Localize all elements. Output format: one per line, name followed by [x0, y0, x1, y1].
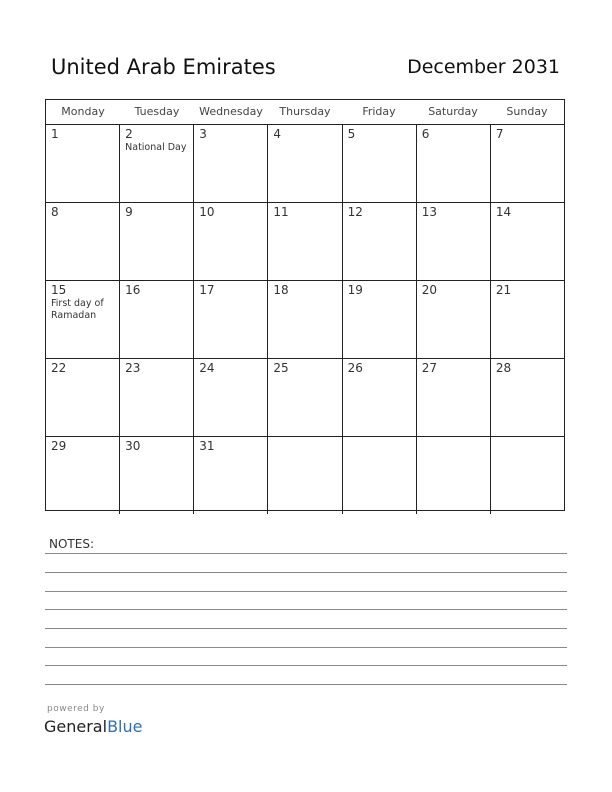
day-number: 30	[125, 439, 141, 453]
holiday-label: First day of Ramadan	[51, 298, 104, 321]
day-cell	[268, 203, 342, 280]
weekday-monday: Monday	[61, 105, 105, 118]
day-number: 7	[495, 127, 504, 141]
day-cell	[417, 125, 491, 202]
day-number: 25	[273, 361, 289, 375]
calendar-week	[46, 281, 564, 359]
day-number: 24	[199, 361, 215, 375]
day-cell	[194, 437, 268, 514]
notes-line	[45, 628, 567, 629]
day-number: 28	[495, 361, 512, 375]
calendar-grid	[45, 99, 565, 511]
notes-label: NOTES:	[49, 537, 94, 551]
day-number: 8	[51, 205, 59, 219]
day-cell	[46, 281, 120, 358]
notes-line	[45, 609, 567, 610]
day-cell	[268, 359, 342, 436]
day-cell	[120, 281, 194, 358]
day-number: 3	[199, 127, 207, 141]
calendar-week	[46, 203, 564, 281]
weekday-friday: Friday	[362, 105, 396, 118]
weekday-tuesday: Tuesday	[134, 105, 180, 118]
day-cell	[194, 281, 268, 358]
weekday-sunday: Sunday	[506, 105, 548, 118]
day-cell	[491, 203, 564, 280]
weekday-header	[46, 100, 564, 125]
day-cell	[491, 359, 564, 436]
day-number: 10	[199, 205, 215, 219]
day-cell	[417, 203, 491, 280]
notes-line	[45, 591, 567, 592]
day-cell	[268, 125, 342, 202]
notes-line	[45, 553, 567, 554]
powered-by-text: powered by	[47, 704, 105, 714]
notes-line	[45, 665, 567, 666]
day-number: 29	[51, 439, 67, 453]
day-number: 6	[421, 127, 430, 141]
day-number: 21	[495, 283, 512, 297]
day-number: 11	[273, 205, 289, 219]
day-cell	[268, 437, 342, 514]
notes-line	[45, 572, 567, 573]
day-cell	[46, 359, 120, 436]
notes-line	[45, 647, 567, 648]
day-cell	[120, 125, 194, 202]
calendar-week	[46, 359, 564, 437]
calendar-week	[46, 125, 564, 203]
day-number: 9	[125, 205, 133, 219]
calendar-country-title: United Arab Emirates	[51, 55, 276, 79]
day-number: 26	[347, 361, 363, 375]
day-cell	[120, 359, 194, 436]
day-number: 19	[347, 283, 363, 297]
day-cell	[194, 125, 268, 202]
day-number: 22	[51, 361, 67, 375]
day-number: 27	[421, 361, 437, 375]
day-cell	[491, 437, 564, 514]
day-cell	[194, 359, 268, 436]
day-number: 1	[51, 127, 59, 141]
day-number: 31	[199, 439, 215, 453]
day-cell	[491, 281, 564, 358]
calendar-week	[46, 437, 564, 514]
day-cell	[268, 281, 342, 358]
day-cell	[417, 281, 491, 358]
day-cell	[417, 437, 491, 514]
generalblue-logo[interactable]	[44, 717, 142, 736]
day-number: 14	[495, 205, 512, 219]
day-number: 23	[125, 361, 141, 375]
day-cell	[491, 125, 564, 202]
calendar-month-title: December 2031	[407, 56, 560, 78]
day-cell	[46, 203, 120, 280]
day-cell	[343, 125, 417, 202]
weekday-wednesday: Wednesday	[199, 105, 263, 118]
day-number: 5	[347, 127, 356, 141]
calendar-weeks	[46, 125, 564, 514]
day-cell	[194, 203, 268, 280]
brand-general: General	[44, 717, 108, 736]
day-cell	[343, 203, 417, 280]
day-cell	[46, 437, 120, 514]
day-number: 2	[125, 127, 133, 141]
day-number: 4	[273, 127, 282, 141]
day-cell	[343, 281, 417, 358]
holiday-label: National Day	[125, 142, 187, 153]
day-cell	[46, 125, 120, 202]
day-number: 17	[199, 283, 215, 297]
day-number: 18	[273, 283, 289, 297]
day-cell	[417, 359, 491, 436]
day-number: 15	[51, 283, 67, 297]
day-cell	[343, 359, 417, 436]
day-number: 13	[421, 205, 437, 219]
day-number: 20	[421, 283, 437, 297]
day-cell	[120, 437, 194, 514]
day-cell	[120, 203, 194, 280]
day-number: 12	[347, 205, 363, 219]
weekday-saturday: Saturday	[428, 105, 478, 118]
weekday-thursday: Thursday	[279, 105, 331, 118]
notes-line	[45, 684, 567, 685]
day-cell	[343, 437, 417, 514]
brand-blue: Blue	[107, 717, 143, 736]
day-number: 16	[125, 283, 141, 297]
